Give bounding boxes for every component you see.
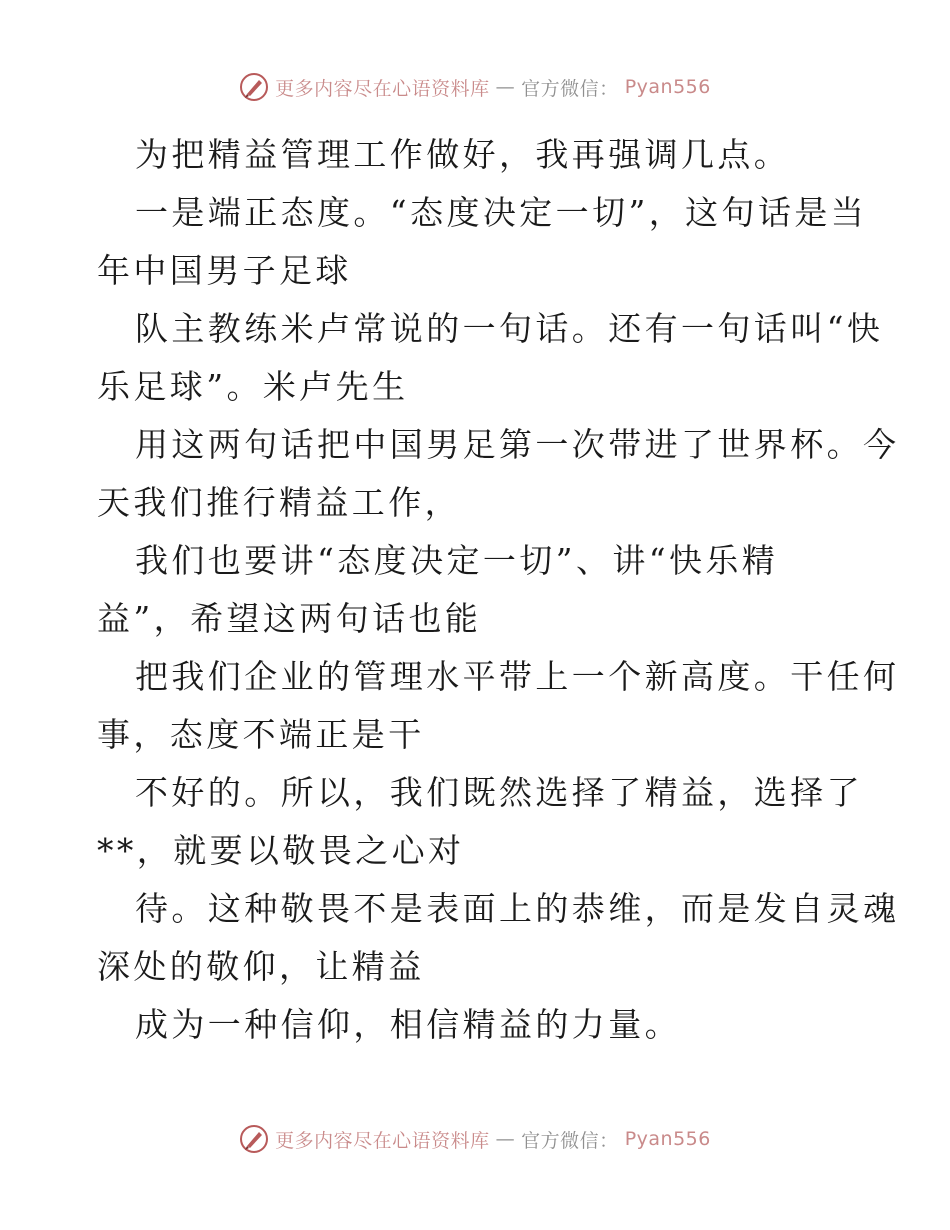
document-body	[97, 126, 900, 1054]
watermark-label: 官方微信：	[521, 77, 619, 100]
watermark-text: 更多内容尽在心语资料库	[275, 77, 490, 100]
body-line: 待。这种敬畏不是表面上的恭维，而是发自灵魂	[135, 889, 900, 928]
header-watermark	[0, 72, 950, 102]
body-line: 事，态度不端正是干	[97, 715, 425, 754]
body-line: 把我们企业的管理水平带上一个新高度。干任何	[135, 657, 900, 696]
watermark-separator: —	[495, 76, 516, 98]
pen-logo-icon	[239, 1124, 269, 1154]
body-line: 乐足球”。米卢先生	[97, 367, 409, 406]
body-line: 为把精益管理工作做好，我再强调几点。	[135, 135, 791, 174]
watermark-separator: —	[495, 1128, 516, 1150]
body-line: 用这两句话把中国男足第一次带进了世界杯。今	[135, 425, 900, 464]
watermark-label: 官方微信：	[521, 1129, 619, 1152]
pen-logo-icon	[239, 72, 269, 102]
body-line: 深处的敬仰，让精益	[97, 947, 425, 986]
footer-watermark	[0, 1124, 950, 1154]
body-line: 队主教练米卢常说的一句话。还有一句话叫“快	[135, 309, 884, 348]
watermark-id: Pyan556	[624, 1128, 711, 1150]
body-line: 不好的。所以，我们既然选择了精益，选择了	[135, 773, 863, 812]
body-line: 益”，希望这两句话也能	[97, 599, 482, 638]
watermark-text: 更多内容尽在心语资料库	[275, 1129, 490, 1152]
body-line: 年中国男子足球	[97, 251, 352, 290]
body-line: 我们也要讲“态度决定一切”、讲“快乐精	[135, 541, 779, 580]
body-line: **，就要以敬畏之心对	[97, 831, 465, 870]
body-line: 天我们推行精益工作，	[97, 483, 461, 522]
watermark-id: Pyan556	[624, 76, 711, 98]
body-line: 成为一种信仰，相信精益的力量。	[135, 1005, 681, 1044]
body-line: 一是端正态度。“态度决定一切”，这句话是当	[135, 193, 868, 232]
